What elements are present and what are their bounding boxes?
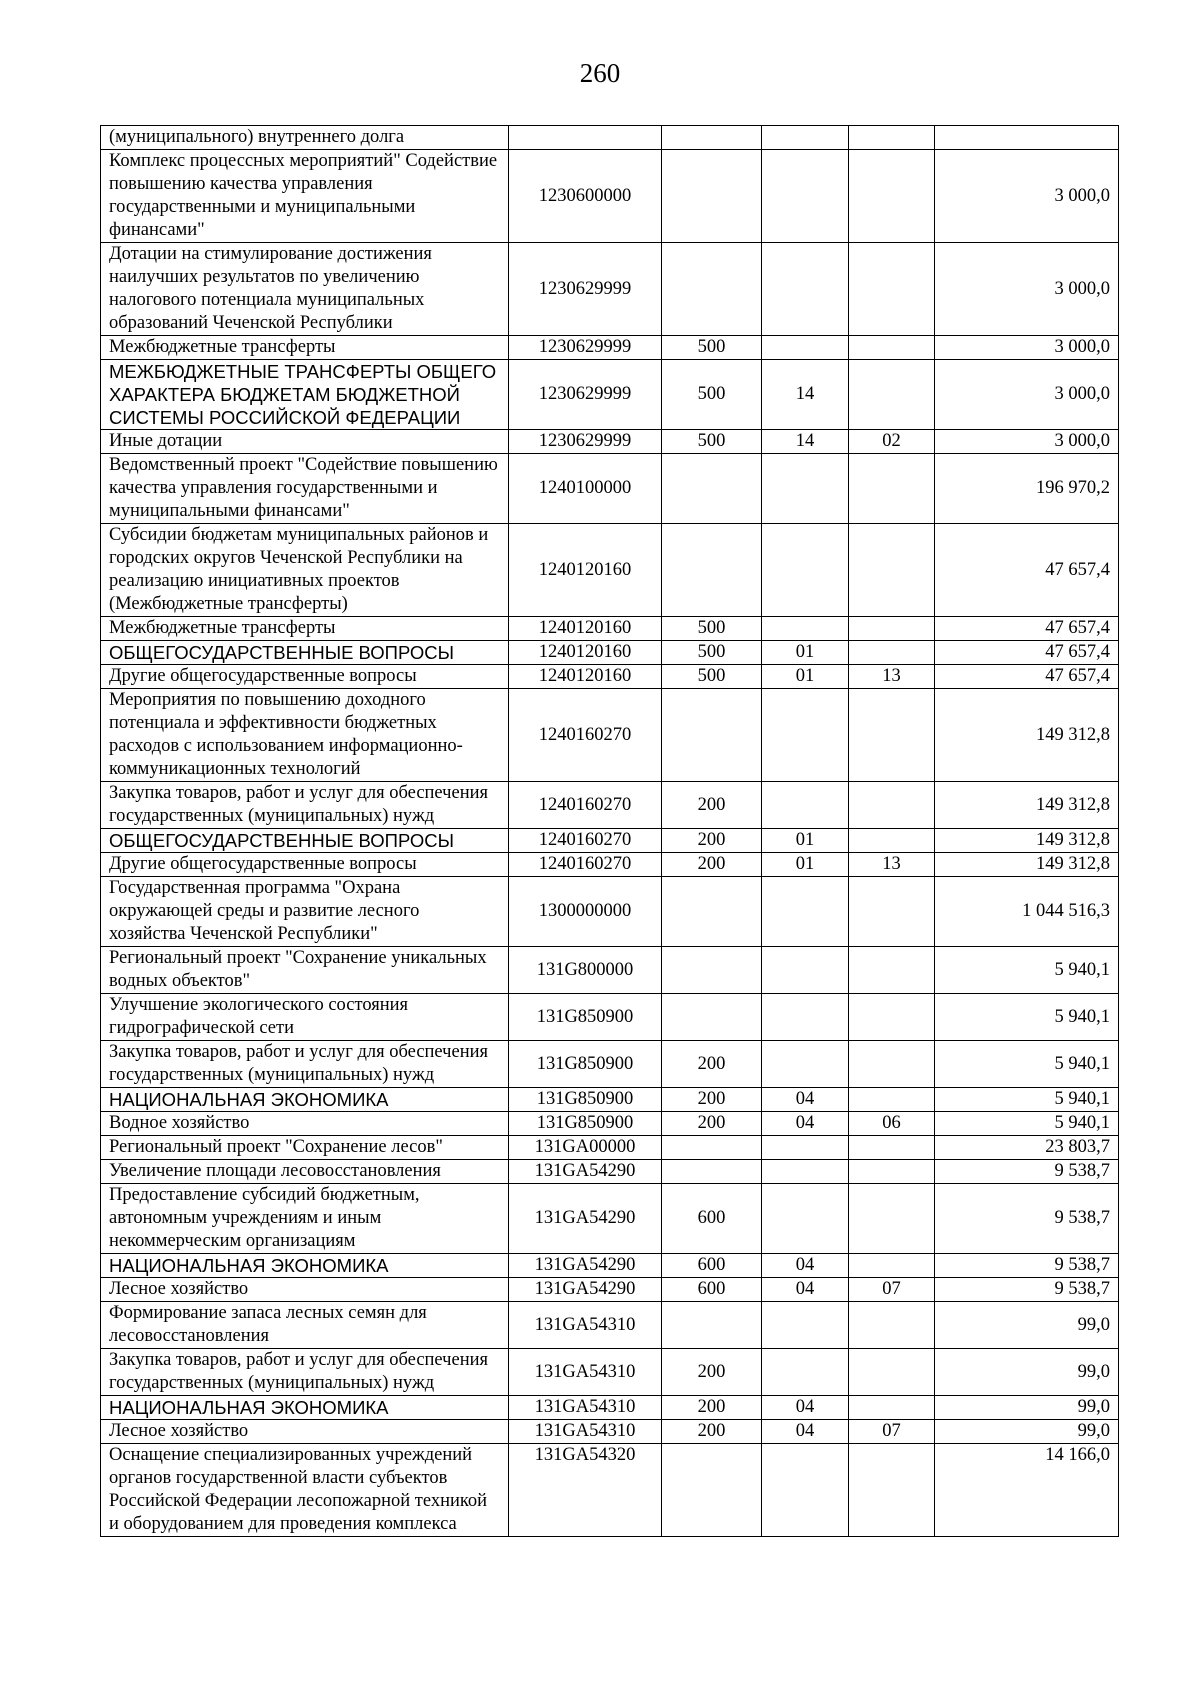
row-expense-type: 600	[662, 1278, 762, 1302]
row-name: Другие общегосударственные вопросы	[101, 853, 509, 877]
row-code: 131GA54310	[509, 1302, 662, 1349]
row-section	[762, 1160, 849, 1184]
table-row	[101, 126, 1119, 150]
row-section	[762, 1041, 849, 1088]
row-subsection	[849, 524, 935, 617]
row-name: Субсидии бюджетам муниципальных районов и городских округов Чеченской Республики на реализацию инициативных проектов (Межбюджетные трансферты)	[101, 524, 509, 617]
row-amount: 5 940,1	[935, 1088, 1119, 1112]
row-subsection	[849, 336, 935, 360]
table-row	[101, 524, 1119, 617]
table-row	[101, 1112, 1119, 1136]
row-section: 04	[762, 1396, 849, 1420]
row-code: 1230600000	[509, 150, 662, 243]
row-name: МЕЖБЮДЖЕТНЫЕ ТРАНСФЕРТЫ ОБЩЕГО ХАРАКТЕРА БЮДЖЕТАМ БЮДЖЕТНОЙ СИСТЕМЫ РОССИЙСКОЙ ФЕДЕРАЦИИ	[101, 360, 509, 430]
row-amount: 5 940,1	[935, 947, 1119, 994]
row-code: 131G800000	[509, 947, 662, 994]
row-expense-type: 500	[662, 617, 762, 641]
row-section: 04	[762, 1088, 849, 1112]
row-name: Формирование запаса лесных семян для лесовосстановления	[101, 1302, 509, 1349]
row-expense-type: 500	[662, 336, 762, 360]
table-row	[101, 994, 1119, 1041]
row-expense-type	[662, 150, 762, 243]
row-expense-type: 200	[662, 1396, 762, 1420]
row-code: 131GA54310	[509, 1349, 662, 1396]
row-subsection	[849, 1444, 935, 1537]
row-subsection	[849, 1041, 935, 1088]
row-name: НАЦИОНАЛЬНАЯ ЭКОНОМИКА	[101, 1254, 509, 1278]
row-name: Закупка товаров, работ и услуг для обеспечения государственных (муниципальных) нужд	[101, 1349, 509, 1396]
table-row	[101, 782, 1119, 829]
row-expense-type	[662, 454, 762, 524]
table-row	[101, 1088, 1119, 1112]
row-code: 131GA54290	[509, 1254, 662, 1278]
row-code: 1240160270	[509, 689, 662, 782]
row-code: 1240160270	[509, 853, 662, 877]
row-name: Закупка товаров, работ и услуг для обеспечения государственных (муниципальных) нужд	[101, 782, 509, 829]
row-code: 131GA54290	[509, 1278, 662, 1302]
row-expense-type: 500	[662, 665, 762, 689]
row-subsection	[849, 1184, 935, 1254]
row-amount: 99,0	[935, 1302, 1119, 1349]
table-row	[101, 1254, 1119, 1278]
row-amount: 5 940,1	[935, 1041, 1119, 1088]
row-name: ОБЩЕГОСУДАРСТВЕННЫЕ ВОПРОСЫ	[101, 641, 509, 665]
row-amount: 9 538,7	[935, 1184, 1119, 1254]
row-amount: 3 000,0	[935, 430, 1119, 454]
row-amount: 3 000,0	[935, 336, 1119, 360]
row-subsection	[849, 641, 935, 665]
row-name: Дотации на стимулирование достижения наилучших результатов по увеличению налогового потенциала муниципальных образований Чеченской Республики	[101, 243, 509, 336]
table-row	[101, 1278, 1119, 1302]
row-subsection: 06	[849, 1112, 935, 1136]
row-amount: 5 940,1	[935, 1112, 1119, 1136]
row-name: Предоставление субсидий бюджетным, автономным учреждениям и иным некоммерческим организациям	[101, 1184, 509, 1254]
row-expense-type: 600	[662, 1184, 762, 1254]
row-code: 1230629999	[509, 243, 662, 336]
row-section: 14	[762, 430, 849, 454]
row-section	[762, 947, 849, 994]
row-section: 01	[762, 829, 849, 853]
table-row	[101, 430, 1119, 454]
row-amount	[935, 126, 1119, 150]
row-expense-type	[662, 1302, 762, 1349]
row-subsection	[849, 994, 935, 1041]
row-name: Закупка товаров, работ и услуг для обеспечения государственных (муниципальных) нужд	[101, 1041, 509, 1088]
row-expense-type	[662, 126, 762, 150]
row-name: ОБЩЕГОСУДАРСТВЕННЫЕ ВОПРОСЫ	[101, 829, 509, 853]
table-row	[101, 689, 1119, 782]
table-row	[101, 1302, 1119, 1349]
page-number: 260	[579, 58, 621, 88]
row-section: 01	[762, 853, 849, 877]
table-row	[101, 947, 1119, 994]
table-row	[101, 877, 1119, 947]
row-amount: 47 657,4	[935, 524, 1119, 617]
row-subsection: 02	[849, 430, 935, 454]
row-subsection: 13	[849, 853, 935, 877]
row-subsection	[849, 617, 935, 641]
row-section	[762, 336, 849, 360]
row-code: 1230629999	[509, 336, 662, 360]
row-amount: 47 657,4	[935, 617, 1119, 641]
row-section	[762, 782, 849, 829]
row-subsection	[849, 1349, 935, 1396]
row-subsection	[849, 1254, 935, 1278]
row-amount: 9 538,7	[935, 1160, 1119, 1184]
row-code: 131GA54310	[509, 1420, 662, 1444]
row-expense-type: 500	[662, 641, 762, 665]
table-row	[101, 360, 1119, 430]
row-amount: 1 044 516,3	[935, 877, 1119, 947]
row-subsection: 07	[849, 1420, 935, 1444]
row-subsection: 13	[849, 665, 935, 689]
row-subsection: 07	[849, 1278, 935, 1302]
row-expense-type	[662, 877, 762, 947]
row-amount: 14 166,0	[935, 1444, 1119, 1537]
row-section: 04	[762, 1278, 849, 1302]
row-expense-type: 600	[662, 1254, 762, 1278]
row-name: Комплекс процессных мероприятий" Содействие повышению качества управления государственными и муниципальными финансами"	[101, 150, 509, 243]
row-name: Межбюджетные трансферты	[101, 336, 509, 360]
row-section	[762, 877, 849, 947]
row-section	[762, 1349, 849, 1396]
row-expense-type: 200	[662, 1088, 762, 1112]
row-expense-type	[662, 1444, 762, 1537]
table-row	[101, 1420, 1119, 1444]
row-amount: 99,0	[935, 1396, 1119, 1420]
row-name: НАЦИОНАЛЬНАЯ ЭКОНОМИКА	[101, 1396, 509, 1420]
row-expense-type: 200	[662, 829, 762, 853]
row-name: Лесное хозяйство	[101, 1420, 509, 1444]
row-amount: 3 000,0	[935, 243, 1119, 336]
row-code: 1230629999	[509, 430, 662, 454]
row-expense-type	[662, 243, 762, 336]
row-code: 1240160270	[509, 829, 662, 853]
row-section	[762, 1184, 849, 1254]
row-expense-type	[662, 994, 762, 1041]
row-name: Оснащение специализированных учреждений органов государственной власти субъектов Российской Федерации лесопожарной техникой и оборудованием для проведения комплекса	[101, 1444, 509, 1537]
row-expense-type: 200	[662, 1041, 762, 1088]
row-subsection	[849, 360, 935, 430]
row-section	[762, 454, 849, 524]
row-section	[762, 243, 849, 336]
row-code: 131GA54310	[509, 1396, 662, 1420]
row-amount: 9 538,7	[935, 1278, 1119, 1302]
table-row	[101, 1136, 1119, 1160]
row-subsection	[849, 689, 935, 782]
row-code: 1240100000	[509, 454, 662, 524]
row-expense-type	[662, 524, 762, 617]
row-code: 131G850900	[509, 1112, 662, 1136]
row-code: 1230629999	[509, 360, 662, 430]
row-subsection	[849, 1302, 935, 1349]
table-row	[101, 454, 1119, 524]
row-section	[762, 1444, 849, 1537]
row-name: Региональный проект "Сохранение уникальных водных объектов"	[101, 947, 509, 994]
row-section: 01	[762, 641, 849, 665]
row-code: 131GA54290	[509, 1184, 662, 1254]
row-section	[762, 1136, 849, 1160]
budget-table-body	[101, 126, 1119, 1537]
row-section	[762, 524, 849, 617]
table-row	[101, 243, 1119, 336]
row-code: 131G850900	[509, 1041, 662, 1088]
row-section: 01	[762, 665, 849, 689]
row-subsection	[849, 782, 935, 829]
row-amount: 3 000,0	[935, 150, 1119, 243]
row-amount: 196 970,2	[935, 454, 1119, 524]
table-row	[101, 336, 1119, 360]
row-amount: 5 940,1	[935, 994, 1119, 1041]
row-expense-type	[662, 1160, 762, 1184]
row-subsection	[849, 454, 935, 524]
row-name: Иные дотации	[101, 430, 509, 454]
row-subsection	[849, 829, 935, 853]
table-row	[101, 665, 1119, 689]
row-section: 04	[762, 1254, 849, 1278]
row-code: 1240120160	[509, 665, 662, 689]
row-subsection	[849, 877, 935, 947]
table-row	[101, 829, 1119, 853]
budget-table	[100, 125, 1119, 1537]
table-row	[101, 150, 1119, 243]
row-code: 1240120160	[509, 617, 662, 641]
row-amount: 149 312,8	[935, 782, 1119, 829]
row-subsection	[849, 1160, 935, 1184]
row-name: НАЦИОНАЛЬНАЯ ЭКОНОМИКА	[101, 1088, 509, 1112]
table-row	[101, 617, 1119, 641]
row-expense-type: 500	[662, 430, 762, 454]
row-code: 131G850900	[509, 1088, 662, 1112]
row-code: 1300000000	[509, 877, 662, 947]
row-section: 14	[762, 360, 849, 430]
table-row	[101, 1396, 1119, 1420]
row-expense-type: 500	[662, 360, 762, 430]
row-section	[762, 617, 849, 641]
row-name: Увеличение площади лесовосстановления	[101, 1160, 509, 1184]
row-name: Улучшение экологического состояния гидрографической сети	[101, 994, 509, 1041]
row-subsection	[849, 243, 935, 336]
row-section: 04	[762, 1112, 849, 1136]
row-expense-type	[662, 689, 762, 782]
row-subsection	[849, 126, 935, 150]
table-row	[101, 853, 1119, 877]
row-code: 131GA54320	[509, 1444, 662, 1537]
row-expense-type: 200	[662, 853, 762, 877]
row-name: Межбюджетные трансферты	[101, 617, 509, 641]
table-row	[101, 1160, 1119, 1184]
row-amount: 47 657,4	[935, 665, 1119, 689]
table-row	[101, 1444, 1119, 1537]
row-expense-type: 200	[662, 1112, 762, 1136]
row-amount: 149 312,8	[935, 853, 1119, 877]
row-section	[762, 126, 849, 150]
row-name: Водное хозяйство	[101, 1112, 509, 1136]
row-amount: 99,0	[935, 1420, 1119, 1444]
row-expense-type: 200	[662, 782, 762, 829]
row-code: 131GA00000	[509, 1136, 662, 1160]
row-subsection	[849, 1396, 935, 1420]
row-subsection	[849, 1088, 935, 1112]
row-section	[762, 1302, 849, 1349]
row-code: 131GA54290	[509, 1160, 662, 1184]
row-code: 1240160270	[509, 782, 662, 829]
row-expense-type: 200	[662, 1420, 762, 1444]
row-amount: 9 538,7	[935, 1254, 1119, 1278]
row-code: 1240120160	[509, 641, 662, 665]
row-name: Лесное хозяйство	[101, 1278, 509, 1302]
row-expense-type: 200	[662, 1349, 762, 1396]
table-row	[101, 641, 1119, 665]
row-code: 1240120160	[509, 524, 662, 617]
row-amount: 149 312,8	[935, 689, 1119, 782]
table-row	[101, 1184, 1119, 1254]
row-expense-type	[662, 1136, 762, 1160]
row-code	[509, 126, 662, 150]
row-code: 131G850900	[509, 994, 662, 1041]
row-section	[762, 689, 849, 782]
row-amount: 23 803,7	[935, 1136, 1119, 1160]
row-name: Региональный проект "Сохранение лесов"	[101, 1136, 509, 1160]
row-name: (муниципального) внутреннего долга	[101, 126, 509, 150]
row-expense-type	[662, 947, 762, 994]
row-name: Мероприятия по повышению доходного потенциала и эффективности бюджетных расходов с использованием информационно-коммуникационных технологий	[101, 689, 509, 782]
row-name: Другие общегосударственные вопросы	[101, 665, 509, 689]
row-amount: 99,0	[935, 1349, 1119, 1396]
row-subsection	[849, 947, 935, 994]
row-section	[762, 150, 849, 243]
table-row	[101, 1349, 1119, 1396]
row-name: Ведомственный проект "Содействие повышению качества управления государственными и муниципальными финансами"	[101, 454, 509, 524]
row-amount: 47 657,4	[935, 641, 1119, 665]
table-row	[101, 1041, 1119, 1088]
row-section: 04	[762, 1420, 849, 1444]
row-amount: 149 312,8	[935, 829, 1119, 853]
row-section	[762, 994, 849, 1041]
row-name: Государственная программа "Охрана окружающей среды и развитие лесного хозяйства Чеченской Республики"	[101, 877, 509, 947]
row-amount: 3 000,0	[935, 360, 1119, 430]
row-subsection	[849, 1136, 935, 1160]
row-subsection	[849, 150, 935, 243]
